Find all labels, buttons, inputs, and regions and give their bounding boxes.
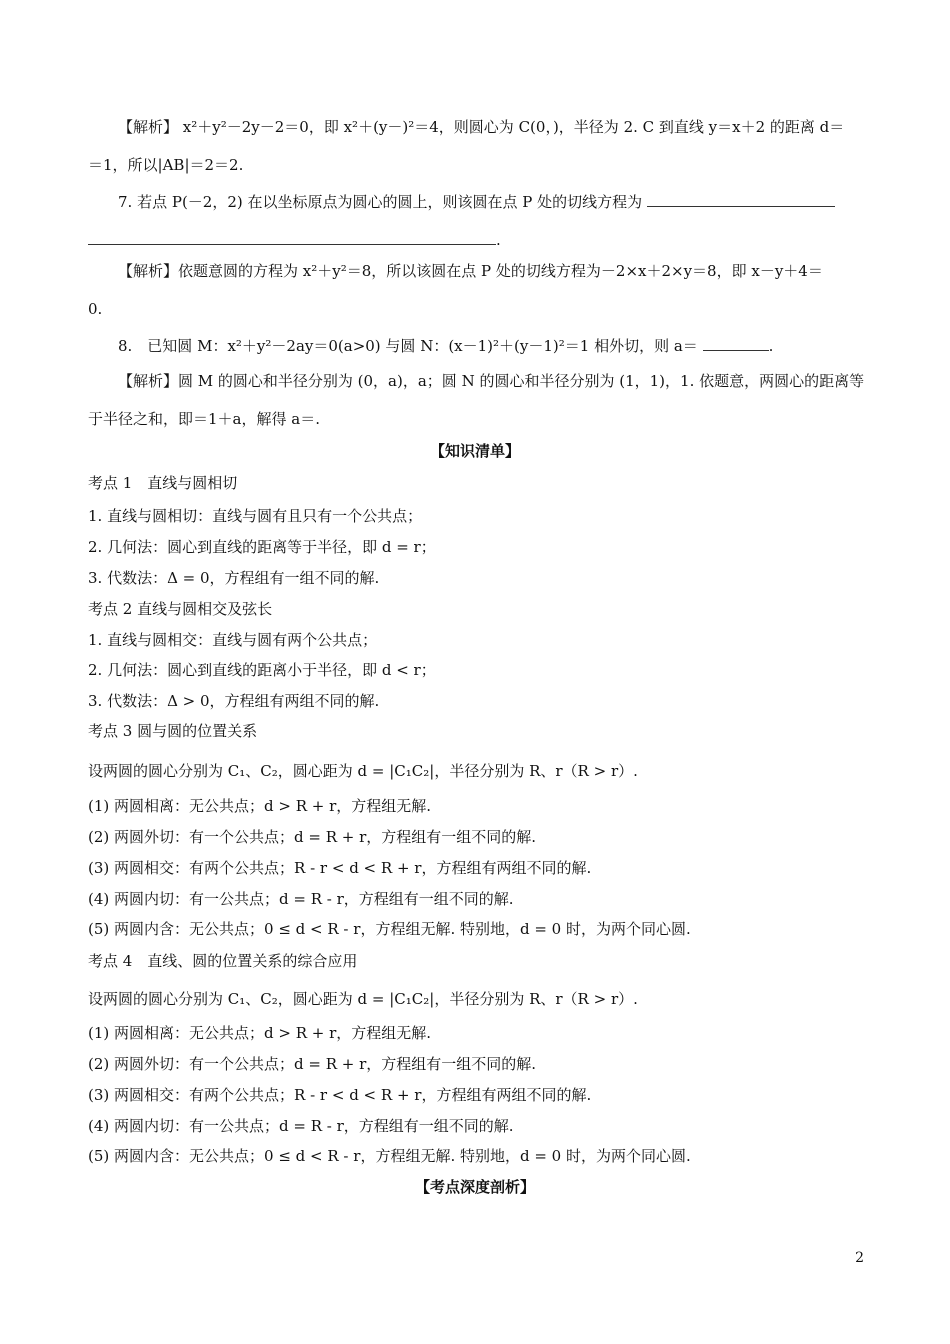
topic-2-item-3: 3. 代数法：Δ > 0，方程组有两组不同的解.	[88, 692, 380, 710]
analysis-7-line-1: 【解析】依题意圆的方程为 x²＋y²＝8，所以该圆在点 P 处的切线方程为－2×x＋2×y＝8，即 x－y＋4＝	[118, 262, 823, 280]
section-heading-analysis: 【考点深度剖析】	[414, 1178, 535, 1196]
page-number: 2	[855, 1250, 864, 1266]
question-8-text: 8. 已知圆 M：x²＋y²－2ay＝0(a>0) 与圆 N：(x－1)²＋(y－1)²＝1 相外切，则 a＝	[118, 337, 698, 355]
topic-4-case-3: (3) 两圆相交：有两个公共点；R - r < d < R + r，方程组有两组不同的解.	[88, 1086, 592, 1104]
topic-1-item-2: 2. 几何法：圆心到直线的距离等于半径，即 d = r；	[88, 538, 436, 556]
question-7-continuation: .	[88, 228, 864, 251]
question-7	[118, 190, 864, 213]
topic-2-item-2: 2. 几何法：圆心到直线的距离小于半径，即 d < r；	[88, 661, 436, 679]
answer-blank	[647, 190, 835, 207]
topic-4-case-2: (2) 两圆外切：有一个公共点；d = R + r，方程组有一组不同的解.	[88, 1055, 537, 1073]
topic-4-case-5: (5) 两圆内含：无公共点；0 ≤ d < R - r，方程组无解. 特别地，d = 0 时，为两个同心圆.	[88, 1147, 691, 1165]
topic-4-heading: 考点 4 直线、圆的位置关系的综合应用	[88, 952, 358, 970]
topic-1-item-1: 1. 直线与圆相切：直线与圆有且只有一个公共点；	[88, 507, 423, 525]
topic-2-heading: 考点 2 直线与圆相交及弦长	[88, 600, 273, 618]
topic-4-case-1: (1) 两圆相离：无公共点；d > R + r，方程组无解.	[88, 1024, 432, 1042]
answer-blank	[703, 334, 769, 351]
topic-3-case-4: (4) 两圆内切：有一公共点；d = R - r，方程组有一组不同的解.	[88, 890, 514, 908]
topic-3-case-3: (3) 两圆相交：有两个公共点；R - r < d < R + r，方程组有两组不同的解.	[88, 859, 592, 877]
topic-3-case-5: (5) 两圆内含：无公共点；0 ≤ d < R - r，方程组无解. 特别地，d = 0 时，为两个同心圆.	[88, 920, 691, 938]
analysis-8-line-1: 【解析】圆 M 的圆心和半径分别为 (0，a)，a；圆 N 的圆心和半径分别为 (1，1)，1. 依题意，两圆心的距离等	[118, 372, 865, 390]
topic-3-case-2: (2) 两圆外切：有一个公共点；d = R + r，方程组有一组不同的解.	[88, 828, 537, 846]
topic-4-case-4: (4) 两圆内切：有一公共点；d = R - r，方程组有一组不同的解.	[88, 1117, 514, 1135]
question-8: 8. 已知圆 M：x²＋y²－2ay＝0(a>0) 与圆 N：(x－1)²＋(y－1)²＝1 相外切，则 a＝ .	[118, 334, 864, 357]
analysis-6-line-2: ＝1，所以|AB|＝2＝2.	[88, 156, 244, 174]
topic-3-heading: 考点 3 圆与圆的位置关系	[88, 722, 258, 740]
analysis-6-line-1: 【解析】 x²＋y²－2y－2＝0，即 x²＋(y－)²＝4，则圆心为 C(0，)，半径为 2. C 到直线 y＝x＋2 的距离 d＝	[118, 118, 845, 136]
topic-2-item-1: 1. 直线与圆相交：直线与圆有两个公共点；	[88, 631, 378, 649]
question-7-text: 7. 若点 P(－2，2) 在以坐标原点为圆心的圆上，则该圆在点 P 处的切线方程为	[118, 193, 643, 211]
analysis-7-line-2: 0.	[88, 300, 103, 318]
topic-3-intro: 设两圆的圆心分别为 C₁、C₂，圆心距为 d = |C₁C₂|，半径分别为 R、r（R > r）.	[88, 762, 638, 780]
section-heading-knowledge: 【知识清单】	[429, 442, 520, 460]
topic-1-heading: 考点 1 直线与圆相切	[88, 474, 238, 492]
answer-blank	[88, 228, 496, 245]
topic-1-item-3: 3. 代数法：Δ = 0，方程组有一组不同的解.	[88, 569, 380, 587]
analysis-8-line-2: 于半径之和，即＝1＋a，解得 a＝.	[88, 410, 320, 428]
topic-4-intro: 设两圆的圆心分别为 C₁、C₂，圆心距为 d = |C₁C₂|，半径分别为 R、r（R > r）.	[88, 990, 638, 1008]
topic-3-case-1: (1) 两圆相离：无公共点；d > R + r，方程组无解.	[88, 797, 432, 815]
